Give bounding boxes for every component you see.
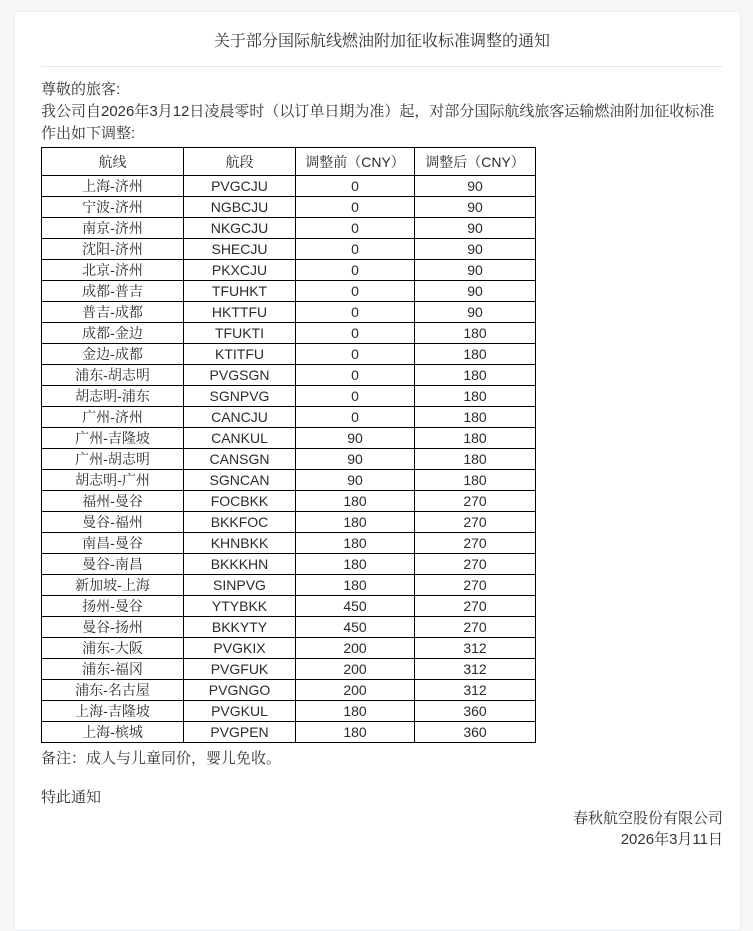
column-header: 航段: [184, 148, 296, 176]
cell-route: 扬州-曼谷: [42, 596, 184, 617]
cell-after: 180: [415, 428, 536, 449]
cell-route: 曼谷-南昌: [42, 554, 184, 575]
cell-segment: PVGFUK: [184, 659, 296, 680]
cell-before: 180: [296, 512, 415, 533]
signature-block: [41, 808, 723, 850]
cell-segment: CANCJU: [184, 407, 296, 428]
cell-before: 200: [296, 638, 415, 659]
cell-after: 312: [415, 659, 536, 680]
cell-route: 沈阳-济州: [42, 239, 184, 260]
table-row: [42, 197, 536, 218]
cell-before: 180: [296, 722, 415, 743]
cell-segment: PVGPEN: [184, 722, 296, 743]
cell-after: 180: [415, 344, 536, 365]
page: [0, 11, 753, 931]
cell-after: 180: [415, 470, 536, 491]
cell-after: 90: [415, 281, 536, 302]
cell-route: 新加坡-上海: [42, 575, 184, 596]
cell-route: 北京-济州: [42, 260, 184, 281]
table-row: [42, 176, 536, 197]
table-header-row: [42, 148, 536, 176]
cell-before: 0: [296, 218, 415, 239]
cell-after: 270: [415, 533, 536, 554]
cell-segment: PVGCJU: [184, 176, 296, 197]
notice-title: 关于部分国际航线燃油附加征收标准调整的通知: [213, 33, 550, 50]
cell-route: 南昌-曼谷: [42, 533, 184, 554]
cell-after: 312: [415, 680, 536, 701]
cell-before: 180: [296, 554, 415, 575]
cell-segment: KHNBKK: [184, 533, 296, 554]
cell-before: 450: [296, 596, 415, 617]
table-row: [42, 260, 536, 281]
table-row: [42, 281, 536, 302]
cell-before: 180: [296, 533, 415, 554]
cell-route: 胡志明-浦东: [42, 386, 184, 407]
cell-before: 0: [296, 386, 415, 407]
cell-segment: HKTTFU: [184, 302, 296, 323]
cell-before: 90: [296, 470, 415, 491]
cell-segment: CANKUL: [184, 428, 296, 449]
table-row: [42, 596, 536, 617]
table-row: [42, 575, 536, 596]
table-row: [42, 659, 536, 680]
cell-route: 广州-胡志明: [42, 449, 184, 470]
cell-segment: BKKYTY: [184, 617, 296, 638]
cell-before: 0: [296, 176, 415, 197]
table-row: [42, 617, 536, 638]
cell-before: 0: [296, 239, 415, 260]
table-row: [42, 302, 536, 323]
notice-intro: [41, 79, 723, 145]
cell-after: 180: [415, 449, 536, 470]
cell-after: 180: [415, 365, 536, 386]
table-row: [42, 533, 536, 554]
cell-route: 曼谷-扬州: [42, 617, 184, 638]
cell-route: 上海-槟城: [42, 722, 184, 743]
cell-route: 上海-济州: [42, 176, 184, 197]
cell-before: 180: [296, 491, 415, 512]
cell-route: 广州-济州: [42, 407, 184, 428]
cell-route: 成都-金边: [42, 323, 184, 344]
table-row: [42, 470, 536, 491]
cell-route: 上海-吉隆坡: [42, 701, 184, 722]
cell-route: 浦东-福冈: [42, 659, 184, 680]
cell-after: 90: [415, 218, 536, 239]
cell-before: 180: [296, 701, 415, 722]
cell-segment: BKKKHN: [184, 554, 296, 575]
table-row: [42, 449, 536, 470]
cell-segment: KTITFU: [184, 344, 296, 365]
cell-before: 0: [296, 281, 415, 302]
cell-segment: YTYBKK: [184, 596, 296, 617]
cell-before: 0: [296, 323, 415, 344]
cell-segment: CANSGN: [184, 449, 296, 470]
table-row: [42, 680, 536, 701]
cell-before: 0: [296, 365, 415, 386]
cell-after: 270: [415, 596, 536, 617]
cell-route: 金边-成都: [42, 344, 184, 365]
cell-route: 浦东-胡志明: [42, 365, 184, 386]
cell-after: 90: [415, 239, 536, 260]
table-row: [42, 407, 536, 428]
cell-segment: NGBCJU: [184, 197, 296, 218]
table-row: [42, 722, 536, 743]
cell-before: 450: [296, 617, 415, 638]
cell-before: 200: [296, 680, 415, 701]
cell-segment: SHECJU: [184, 239, 296, 260]
notice-date: 2026年3月11日: [620, 831, 723, 848]
cell-route: 宁波-济州: [42, 197, 184, 218]
column-header: 调整前（CNY）: [296, 148, 415, 176]
table-row: [42, 512, 536, 533]
cell-segment: BKKFOC: [184, 512, 296, 533]
table-row: [42, 491, 536, 512]
cell-segment: PVGKIX: [184, 638, 296, 659]
cell-after: 90: [415, 176, 536, 197]
cell-after: 270: [415, 554, 536, 575]
cell-before: 0: [296, 197, 415, 218]
cell-segment: SGNPVG: [184, 386, 296, 407]
salutation: 尊敬的旅客:: [41, 81, 121, 98]
cell-route: 浦东-名古屋: [42, 680, 184, 701]
cell-before: 200: [296, 659, 415, 680]
cell-before: 90: [296, 449, 415, 470]
cell-after: 360: [415, 722, 536, 743]
table-row: [42, 239, 536, 260]
cell-after: 90: [415, 197, 536, 218]
table-row: [42, 638, 536, 659]
cell-segment: NKGCJU: [184, 218, 296, 239]
cell-after: 270: [415, 617, 536, 638]
cell-segment: PVGNGO: [184, 680, 296, 701]
column-header: 调整后（CNY）: [415, 148, 536, 176]
table-row: [42, 365, 536, 386]
cell-route: 福州-曼谷: [42, 491, 184, 512]
cell-route: 南京-济州: [42, 218, 184, 239]
table-row: [42, 386, 536, 407]
cell-segment: SGNCAN: [184, 470, 296, 491]
notice-card: [14, 11, 741, 931]
cell-route: 胡志明-广州: [42, 470, 184, 491]
cell-after: 270: [415, 575, 536, 596]
cell-after: 180: [415, 407, 536, 428]
cell-after: 270: [415, 512, 536, 533]
cell-after: 180: [415, 386, 536, 407]
table-row: [42, 218, 536, 239]
cell-route: 浦东-大阪: [42, 638, 184, 659]
cell-segment: TFUHKT: [184, 281, 296, 302]
remark: 备注：成人与儿童同价，婴儿免收。: [41, 750, 282, 767]
cell-after: 360: [415, 701, 536, 722]
cell-segment: FOCBKK: [184, 491, 296, 512]
table-row: [42, 344, 536, 365]
cell-route: 曼谷-福州: [42, 512, 184, 533]
cell-before: 0: [296, 407, 415, 428]
cell-before: 0: [296, 302, 415, 323]
cell-segment: TFUKTI: [184, 323, 296, 344]
cell-after: 90: [415, 302, 536, 323]
cell-segment: PVGSGN: [184, 365, 296, 386]
column-header: 航线: [42, 148, 184, 176]
closing-note: 特此通知: [41, 789, 102, 806]
cell-after: 312: [415, 638, 536, 659]
cell-segment: PVGKUL: [184, 701, 296, 722]
title-divider: [41, 66, 723, 67]
cell-after: 90: [415, 260, 536, 281]
table-row: [42, 428, 536, 449]
fuel-surcharge-table: [41, 147, 536, 743]
company-name: 春秋航空股份有限公司: [572, 810, 723, 827]
table-row: [42, 701, 536, 722]
cell-before: 0: [296, 260, 415, 281]
table-row: [42, 323, 536, 344]
cell-route: 成都-普吉: [42, 281, 184, 302]
cell-segment: PKXCJU: [184, 260, 296, 281]
table-row: [42, 554, 536, 575]
cell-before: 180: [296, 575, 415, 596]
cell-before: 90: [296, 428, 415, 449]
cell-before: 0: [296, 344, 415, 365]
cell-after: 270: [415, 491, 536, 512]
cell-after: 180: [415, 323, 536, 344]
fuel-table-body: [42, 176, 536, 743]
notice-body: 我公司自2026年3月12日凌晨零时（以订单日期为准）起，对部分国际航线旅客运输燃油附加征收标准作出如下调整:: [41, 103, 715, 142]
cell-route: 广州-吉隆坡: [42, 428, 184, 449]
cell-route: 普吉-成都: [42, 302, 184, 323]
cell-segment: SINPVG: [184, 575, 296, 596]
